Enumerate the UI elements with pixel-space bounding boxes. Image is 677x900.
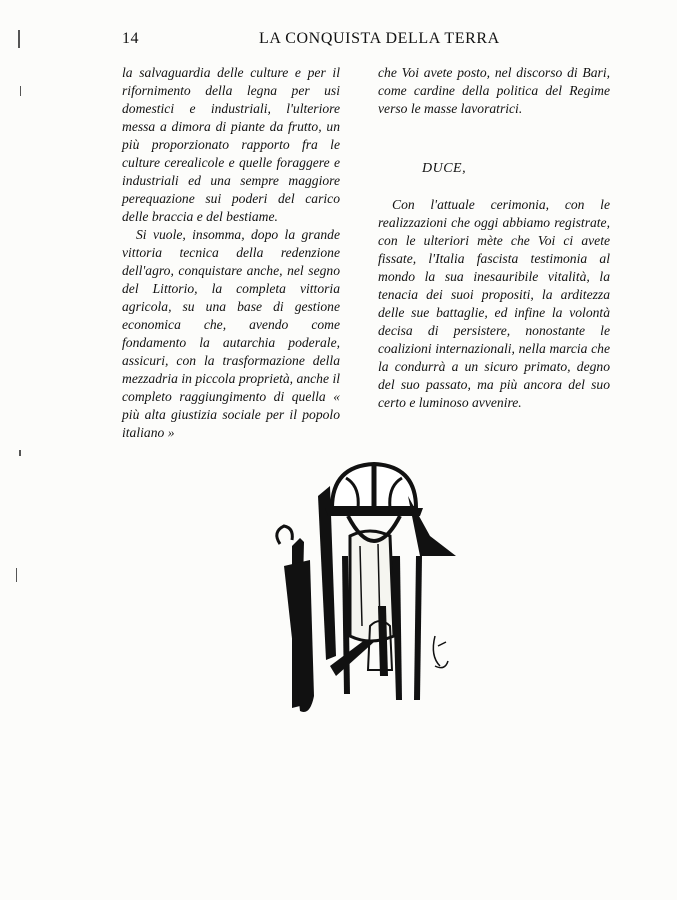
salutation: DUCE, [422, 161, 467, 176]
running-title: LA CONQUISTA DELLA TERRA [259, 30, 500, 47]
left-column [122, 64, 340, 442]
artist-signature [433, 636, 448, 668]
right-column [378, 64, 610, 412]
helmet-tools-icon [270, 456, 470, 716]
scan-mark [19, 450, 21, 456]
body-paragraph: Si vuole, insomma, dopo la grande vittoria tecnica della redenzione dell'agro, conquistare anche, nel segno del Littorio, la completa vittoria agricola, su una base di gestione economica che, avendo come fondamento la autarchia poderale, assicuri, con la trasformazione della mezzadria in piccola proprietà, anche il completo raggiungimento di quella « più alta giustizia sociale per il popolo italiano » [122, 227, 340, 440]
running-header [122, 30, 558, 52]
body-paragraph: Con l'attuale cerimonia, con le realizzazioni che oggi abbiamo registrate, con le ulteriori mète che Voi ci avete fissate, l'Italia fascista testimonia al mondo la sua inesauribile vitalità, la tenacia dei suoi propositi, la arditezza delle sue battaglie, ed infine la volontà decisa di persistere, nonostante le coalizioni internazionali, nella marcia che la condurrà a un sicuro primato, degno del suo passato, ma più ancora del suo certo e luminoso avvenire. [378, 197, 610, 410]
scan-mark [18, 30, 20, 48]
body-paragraph: la salvaguardia delle culture e per il rifornimento della legna per usi domestici e industriali, l'ulteriore messa a dimora di piante da frutto, un più proporzionato rapporto fra le culture cerealicole e quelle foraggere e industriali ed una sempre maggiore perequazione sui poderi del carico delle braccia e del bestiame. [122, 65, 340, 224]
body-paragraph: che Voi avete posto, nel discorso di Bari, come cardine della politica del Regime verso le masse lavoratrici. [378, 65, 610, 116]
scan-mark [16, 568, 17, 582]
scan-mark [20, 86, 21, 96]
page-number: 14 [122, 30, 139, 47]
helmet-icon [325, 464, 423, 541]
